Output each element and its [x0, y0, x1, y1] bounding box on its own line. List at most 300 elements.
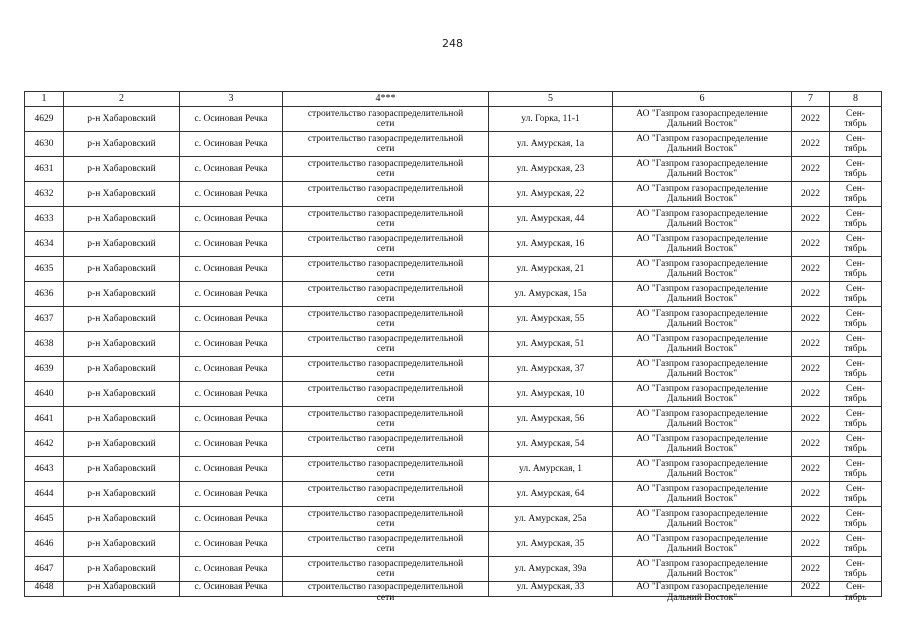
address-cell	[489, 232, 613, 257]
month-cell-text: Сен- тябрь	[844, 134, 867, 154]
address-cell-text: ул. Амурская, 23	[516, 164, 585, 174]
work-type-cell-text: строительство газораспределительной сети	[307, 109, 464, 129]
settlement-cell-text: с. Осиновая Речка	[194, 214, 268, 224]
operator-cell-text: АО "Газпром газораспределение Дальний Восток"	[636, 359, 768, 379]
table-row	[25, 107, 882, 132]
district-cell-text: р-н Хабаровский	[87, 139, 156, 149]
work-type-cell-text: строительство газораспределительной сети	[307, 534, 464, 554]
settlement-cell-text: с. Осиновая Речка	[194, 564, 268, 574]
operator-cell-text: АО "Газпром газораспределение Дальний Восток"	[636, 484, 768, 504]
operator-cell	[613, 357, 792, 382]
work-type-cell	[283, 257, 489, 282]
operator-cell	[613, 307, 792, 332]
address-cell	[489, 257, 613, 282]
header-row	[25, 92, 882, 107]
row-id-cell-text: 4644	[34, 489, 54, 499]
work-type-cell	[283, 332, 489, 357]
year-cell-text: 2022	[801, 414, 820, 424]
work-type-cell-text: строительство газораспределительной сети	[307, 134, 464, 154]
row-id-cell-text: 4638	[34, 339, 54, 349]
row-id-cell-text: 4634	[34, 239, 54, 249]
work-type-cell-text: строительство газораспределительной сети	[307, 334, 464, 354]
address-cell-text: ул. Амурская, 25а	[514, 514, 587, 524]
operator-cell-text: АО "Газпром газораспределение Дальний Восток"	[636, 184, 768, 204]
settlement-cell-text: с. Осиновая Речка	[194, 164, 268, 174]
operator-cell	[613, 382, 792, 407]
settlement-cell	[180, 182, 283, 207]
operator-cell-text: АО "Газпром газораспределение Дальний Восток"	[636, 582, 768, 603]
year-cell	[792, 382, 830, 407]
work-type-cell-text: строительство газораспределительной сети	[307, 159, 464, 179]
address-cell	[489, 432, 613, 457]
settlement-cell	[180, 282, 283, 307]
settlement-cell-text: с. Осиновая Речка	[194, 139, 268, 149]
operator-cell	[613, 132, 792, 157]
operator-cell	[613, 432, 792, 457]
month-cell	[830, 307, 882, 332]
row-id-cell	[25, 357, 64, 382]
operator-cell-text: АО "Газпром газораспределение Дальний Восток"	[636, 509, 768, 529]
operator-cell	[613, 457, 792, 482]
district-cell-text: р-н Хабаровский	[87, 539, 156, 549]
work-type-cell-text: строительство газораспределительной сети	[307, 434, 464, 454]
year-cell	[792, 157, 830, 182]
month-cell-text: Сен- тябрь	[844, 559, 867, 579]
district-cell-text: р-н Хабаровский	[87, 414, 156, 424]
year-cell-text: 2022	[801, 314, 820, 324]
row-id-cell	[25, 132, 64, 157]
district-cell	[64, 257, 180, 282]
month-cell-text: Сен- тябрь	[844, 434, 867, 454]
column-header: 7	[792, 92, 830, 107]
month-cell	[830, 507, 882, 532]
district-cell	[64, 157, 180, 182]
year-cell-text: 2022	[801, 339, 820, 349]
gasification-table	[24, 91, 882, 603]
table-row	[25, 482, 882, 507]
operator-cell	[613, 557, 792, 582]
district-cell	[64, 382, 180, 407]
operator-cell-text: АО "Газпром газораспределение Дальний Восток"	[636, 159, 768, 179]
row-id-cell-text: 4641	[34, 414, 54, 424]
year-cell-text: 2022	[801, 464, 820, 474]
month-cell-text: Сен- тябрь	[844, 459, 867, 479]
district-cell-text: р-н Хабаровский	[87, 289, 156, 299]
table-row	[25, 382, 882, 407]
row-id-cell-text: 4635	[34, 264, 54, 274]
row-id-cell	[25, 557, 64, 582]
district-cell	[64, 232, 180, 257]
row-id-cell	[25, 182, 64, 207]
district-cell	[64, 307, 180, 332]
district-cell	[64, 182, 180, 207]
row-id-cell-text: 4640	[34, 389, 54, 399]
settlement-cell-text: с. Осиновая Речка	[194, 489, 268, 499]
month-cell-text: Сен- тябрь	[844, 309, 867, 329]
district-cell	[64, 432, 180, 457]
month-cell	[830, 257, 882, 282]
work-type-cell-text: строительство газораспределительной сети	[307, 409, 464, 429]
district-cell-text: р-н Хабаровский	[87, 314, 156, 324]
work-type-cell	[283, 507, 489, 532]
settlement-cell	[180, 382, 283, 407]
operator-cell	[613, 332, 792, 357]
settlement-cell	[180, 257, 283, 282]
month-cell-text: Сен- тябрь	[844, 334, 867, 354]
work-type-cell	[283, 432, 489, 457]
settlement-cell	[180, 132, 283, 157]
settlement-cell-text: с. Осиновая Речка	[194, 582, 268, 592]
operator-cell-text: АО "Газпром газораспределение Дальний Восток"	[636, 534, 768, 554]
address-cell-text: ул. Амурская, 22	[516, 189, 585, 199]
month-cell	[830, 407, 882, 432]
column-header: 1	[25, 92, 64, 107]
row-id-cell	[25, 432, 64, 457]
district-cell	[64, 332, 180, 357]
row-id-cell-text: 4642	[34, 439, 54, 449]
work-type-cell	[283, 482, 489, 507]
address-cell-text: ул. Амурская, 10	[516, 389, 585, 399]
month-cell	[830, 582, 882, 603]
row-id-cell	[25, 257, 64, 282]
settlement-cell-text: с. Осиновая Речка	[194, 539, 268, 549]
row-id-cell-text: 4643	[34, 464, 54, 474]
address-cell-text: ул. Амурская, 16	[516, 239, 585, 249]
row-id-cell-text: 4639	[34, 364, 54, 374]
address-cell-text: ул. Амурская, 15а	[514, 289, 587, 299]
month-cell	[830, 232, 882, 257]
settlement-cell-text: с. Осиновая Речка	[194, 189, 268, 199]
month-cell-text: Сен- тябрь	[844, 409, 867, 429]
year-cell	[792, 307, 830, 332]
operator-cell-text: АО "Газпром газораспределение Дальний Восток"	[636, 134, 768, 154]
settlement-cell-text: с. Осиновая Речка	[194, 389, 268, 399]
table-row	[25, 332, 882, 357]
settlement-cell	[180, 357, 283, 382]
month-cell-text: Сен- тябрь	[844, 582, 867, 603]
year-cell-text: 2022	[801, 439, 820, 449]
settlement-cell-text: с. Осиновая Речка	[194, 464, 268, 474]
address-cell	[489, 357, 613, 382]
table-row	[25, 582, 882, 597]
month-cell-text: Сен- тябрь	[844, 159, 867, 179]
table-row	[25, 432, 882, 457]
district-cell	[64, 532, 180, 557]
month-cell	[830, 382, 882, 407]
year-cell	[792, 457, 830, 482]
year-cell-text: 2022	[801, 239, 820, 249]
district-cell-text: р-н Хабаровский	[87, 514, 156, 524]
work-type-cell	[283, 157, 489, 182]
row-id-cell-text: 4648	[34, 582, 54, 592]
year-cell-text: 2022	[801, 489, 820, 499]
settlement-cell	[180, 232, 283, 257]
column-header: 5	[489, 92, 613, 107]
work-type-cell	[283, 307, 489, 332]
column-header: 8	[830, 92, 882, 107]
address-cell-text: ул. Амурская, 1а	[516, 139, 585, 149]
district-cell-text: р-н Хабаровский	[87, 464, 156, 474]
address-cell-text: ул. Амурская, 39а	[514, 564, 587, 574]
operator-cell-text: АО "Газпром газораспределение Дальний Восток"	[636, 234, 768, 254]
district-cell-text: р-н Хабаровский	[87, 114, 156, 124]
table-row	[25, 207, 882, 232]
row-id-cell	[25, 307, 64, 332]
work-type-cell	[283, 382, 489, 407]
work-type-cell-text: строительство газораспределительной сети	[307, 184, 464, 204]
year-cell-text: 2022	[801, 564, 820, 574]
operator-cell-text: АО "Газпром газораспределение Дальний Восток"	[636, 459, 768, 479]
district-cell	[64, 582, 180, 597]
row-id-cell	[25, 507, 64, 532]
year-cell	[792, 107, 830, 132]
month-cell-text: Сен- тябрь	[844, 209, 867, 229]
settlement-cell	[180, 582, 283, 597]
district-cell-text: р-н Хабаровский	[87, 439, 156, 449]
year-cell	[792, 357, 830, 382]
address-cell	[489, 482, 613, 507]
column-header: 2	[64, 92, 180, 107]
operator-cell-text: АО "Газпром газораспределение Дальний Восток"	[636, 309, 768, 329]
district-cell	[64, 407, 180, 432]
settlement-cell	[180, 457, 283, 482]
district-cell	[64, 457, 180, 482]
address-cell-text: ул. Амурская, 51	[516, 339, 585, 349]
operator-cell	[613, 232, 792, 257]
district-cell	[64, 507, 180, 532]
work-type-cell-text: строительство газораспределительной сети	[307, 559, 464, 579]
work-type-cell	[283, 457, 489, 482]
row-id-cell	[25, 207, 64, 232]
operator-cell	[613, 257, 792, 282]
year-cell	[792, 557, 830, 582]
year-cell-text: 2022	[801, 114, 820, 124]
settlement-cell-text: с. Осиновая Речка	[194, 514, 268, 524]
work-type-cell	[283, 582, 489, 603]
operator-cell-text: АО "Газпром газораспределение Дальний Восток"	[636, 409, 768, 429]
year-cell	[792, 582, 830, 597]
operator-cell	[613, 482, 792, 507]
table-row	[25, 357, 882, 382]
year-cell-text: 2022	[801, 539, 820, 549]
operator-cell	[613, 107, 792, 132]
settlement-cell-text: с. Осиновая Речка	[194, 289, 268, 299]
row-id-cell-text: 4647	[34, 564, 54, 574]
work-type-cell	[283, 182, 489, 207]
page-number: 248	[442, 37, 463, 50]
district-cell	[64, 482, 180, 507]
month-cell	[830, 157, 882, 182]
address-cell	[489, 307, 613, 332]
month-cell	[830, 182, 882, 207]
settlement-cell	[180, 157, 283, 182]
work-type-cell	[283, 407, 489, 432]
row-id-cell	[25, 232, 64, 257]
operator-cell-text: АО "Газпром газораспределение Дальний Восток"	[636, 559, 768, 579]
month-cell	[830, 357, 882, 382]
table-row	[25, 182, 882, 207]
year-cell-text: 2022	[801, 289, 820, 299]
column-header: 6	[613, 92, 792, 107]
settlement-cell	[180, 332, 283, 357]
table-row	[25, 157, 882, 182]
operator-cell	[613, 207, 792, 232]
month-cell-text: Сен- тябрь	[844, 184, 867, 204]
work-type-cell-text: строительство газораспределительной сети	[307, 234, 464, 254]
address-cell-text: ул. Амурская, 55	[516, 314, 585, 324]
settlement-cell-text: с. Осиновая Речка	[194, 264, 268, 274]
district-cell	[64, 107, 180, 132]
district-cell	[64, 557, 180, 582]
district-cell-text: р-н Хабаровский	[87, 239, 156, 249]
district-cell	[64, 132, 180, 157]
month-cell	[830, 107, 882, 132]
district-cell-text: р-н Хабаровский	[87, 364, 156, 374]
address-cell	[489, 557, 613, 582]
district-cell	[64, 357, 180, 382]
address-cell	[489, 107, 613, 132]
operator-cell-text: АО "Газпром газораспределение Дальний Восток"	[636, 259, 768, 279]
year-cell	[792, 432, 830, 457]
year-cell-text: 2022	[801, 214, 820, 224]
operator-cell-text: АО "Газпром газораспределение Дальний Восток"	[636, 209, 768, 229]
work-type-cell-text: строительство газораспределительной сети	[307, 259, 464, 279]
column-header: 4***	[283, 92, 489, 107]
address-cell-text: ул. Амурская, 37	[516, 364, 585, 374]
table-row	[25, 557, 882, 582]
address-cell	[489, 282, 613, 307]
operator-cell-text: АО "Газпром газораспределение Дальний Восток"	[636, 434, 768, 454]
row-id-cell	[25, 332, 64, 357]
work-type-cell	[283, 132, 489, 157]
address-cell	[489, 582, 613, 597]
settlement-cell-text: с. Осиновая Речка	[194, 414, 268, 424]
address-cell-text: ул. Амурская, 44	[516, 214, 585, 224]
year-cell	[792, 407, 830, 432]
month-cell	[830, 482, 882, 507]
district-cell-text: р-н Хабаровский	[87, 582, 156, 592]
work-type-cell-text: строительство газораспределительной сети	[307, 459, 464, 479]
address-cell	[489, 457, 613, 482]
work-type-cell-text: строительство газораспределительной сети	[307, 309, 464, 329]
row-id-cell	[25, 107, 64, 132]
table-row	[25, 257, 882, 282]
operator-cell	[613, 532, 792, 557]
address-cell	[489, 182, 613, 207]
district-cell	[64, 207, 180, 232]
settlement-cell	[180, 207, 283, 232]
district-cell-text: р-н Хабаровский	[87, 264, 156, 274]
year-cell	[792, 482, 830, 507]
address-cell-text: ул. Амурская, 64	[516, 489, 585, 499]
operator-cell-text: АО "Газпром газораспределение Дальний Восток"	[636, 334, 768, 354]
address-cell-text: ул. Амурская, 21	[516, 264, 585, 274]
settlement-cell	[180, 557, 283, 582]
month-cell	[830, 132, 882, 157]
address-cell	[489, 157, 613, 182]
district-cell	[64, 282, 180, 307]
table-row	[25, 407, 882, 432]
operator-cell	[613, 182, 792, 207]
year-cell	[792, 182, 830, 207]
district-cell-text: р-н Хабаровский	[87, 489, 156, 499]
year-cell	[792, 232, 830, 257]
work-type-cell	[283, 107, 489, 132]
year-cell	[792, 507, 830, 532]
address-cell	[489, 132, 613, 157]
work-type-cell-text: строительство газораспределительной сети	[307, 209, 464, 229]
settlement-cell	[180, 407, 283, 432]
month-cell	[830, 282, 882, 307]
table-row	[25, 132, 882, 157]
work-type-cell-text: строительство газораспределительной сети	[307, 284, 464, 304]
address-cell	[489, 507, 613, 532]
row-id-cell	[25, 382, 64, 407]
month-cell-text: Сен- тябрь	[844, 359, 867, 379]
year-cell-text: 2022	[801, 264, 820, 274]
row-id-cell-text: 4636	[34, 289, 54, 299]
operator-cell	[613, 407, 792, 432]
settlement-cell-text: с. Осиновая Речка	[194, 239, 268, 249]
row-id-cell-text: 4630	[34, 139, 54, 149]
settlement-cell	[180, 482, 283, 507]
row-id-cell	[25, 457, 64, 482]
month-cell	[830, 332, 882, 357]
settlement-cell-text: с. Осиновая Речка	[194, 339, 268, 349]
row-id-cell	[25, 407, 64, 432]
year-cell	[792, 207, 830, 232]
year-cell-text: 2022	[801, 364, 820, 374]
operator-cell-text: АО "Газпром газораспределение Дальний Восток"	[636, 284, 768, 304]
operator-cell-text: АО "Газпром газораспределение Дальний Восток"	[636, 384, 768, 404]
month-cell	[830, 557, 882, 582]
table-row	[25, 307, 882, 332]
settlement-cell-text: с. Осиновая Речка	[194, 114, 268, 124]
operator-cell	[613, 507, 792, 532]
address-cell	[489, 532, 613, 557]
column-header: 3	[180, 92, 283, 107]
settlement-cell	[180, 507, 283, 532]
district-cell-text: р-н Хабаровский	[87, 564, 156, 574]
address-cell-text: ул. Амурская, 1	[519, 464, 582, 474]
work-type-cell	[283, 282, 489, 307]
year-cell-text: 2022	[801, 164, 820, 174]
row-id-cell-text: 4632	[34, 189, 54, 199]
table-row	[25, 532, 882, 557]
address-cell-text: ул. Амурская, 54	[516, 439, 585, 449]
year-cell	[792, 132, 830, 157]
settlement-cell	[180, 432, 283, 457]
month-cell-text: Сен- тябрь	[844, 234, 867, 254]
row-id-cell	[25, 482, 64, 507]
settlement-cell	[180, 532, 283, 557]
address-cell	[489, 207, 613, 232]
year-cell	[792, 532, 830, 557]
row-id-cell-text: 4645	[34, 514, 54, 524]
district-cell-text: р-н Хабаровский	[87, 214, 156, 224]
month-cell-text: Сен- тябрь	[844, 109, 867, 129]
settlement-cell-text: с. Осиновая Речка	[194, 314, 268, 324]
table-row	[25, 457, 882, 482]
table-row	[25, 282, 882, 307]
year-cell	[792, 332, 830, 357]
settlement-cell	[180, 107, 283, 132]
work-type-cell-text: строительство газораспределительной сети	[307, 384, 464, 404]
address-cell-text: ул. Амурская, 33	[516, 582, 585, 592]
address-cell-text: ул. Горка, 11-1	[521, 114, 580, 124]
row-id-cell-text: 4637	[34, 314, 54, 324]
work-type-cell	[283, 532, 489, 557]
